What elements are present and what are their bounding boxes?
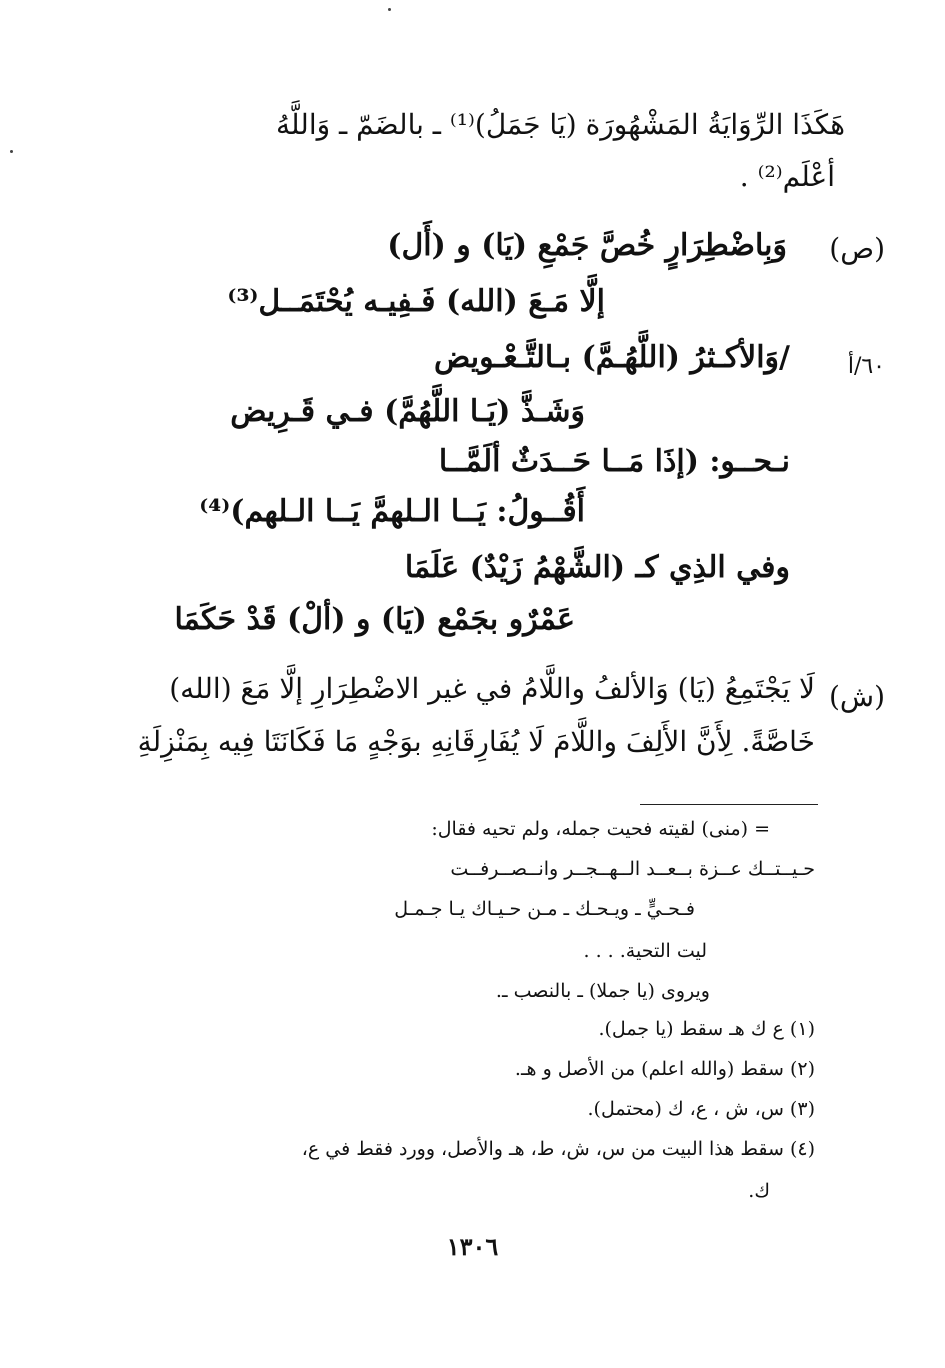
text-marker-shin: (ش) bbox=[828, 680, 885, 713]
verse-line-8: عَمْرٌو بجَمْع (يَا) و (ألْ) قَدْ حَكَمَا bbox=[174, 602, 575, 637]
footnote-4: (٤) سقط هذا البيت من س، ش، ط، هـ والأصل، وورد فقط في ع، bbox=[301, 1138, 815, 1160]
commentary-line-4: خَاصَّةً. لِأَنَّ الأَلِفَ واللَّامَ لَا يُفَارِقَانِهِ بوَجْهٍ مَا فَكَانَتَا فِيه بِمَنْزِلَةِ bbox=[137, 725, 815, 758]
footnote-2: (٢) سقط (والله اعلم) من الأصل و هـ. bbox=[514, 1058, 815, 1080]
footnote-4-continued: ك. bbox=[748, 1180, 770, 1202]
scan-speck bbox=[388, 8, 391, 11]
footnote-separator bbox=[640, 804, 818, 805]
text-marker-sad: (ص) bbox=[829, 232, 885, 265]
footnote-poem-line-2: فـحـيٍّ ـ ويـحـك ـ مـن حـيـاك يـا جـمـل bbox=[394, 898, 695, 920]
verse-line-3: /وَالأكـثرُ (اللَّهُـمَّ) بـالتَّـعْـويض bbox=[434, 340, 790, 375]
folio-marker: ٦٠/أ bbox=[847, 354, 885, 379]
verse-line-1: وَبِاضْطِرَارٍ خُصَّ جَمْعِ (يَا) و (أَل) bbox=[387, 228, 787, 263]
footnote-3: (٣) س، ش ، ع، ك (محتمل). bbox=[587, 1098, 815, 1120]
verse-line-7: وفي الذِي كـ (الشَّهْمُ زَيْدٌ) عَلَمَا bbox=[404, 550, 790, 585]
footnote-poem-line-3: ليت التحية. . . . bbox=[583, 940, 707, 962]
footnote-continuation-2: ويروى (يا جملا) ـ بالنصب ـ. bbox=[495, 980, 710, 1002]
footnote-continuation-1: = (منى) لقيته فحيت جمله، ولم تحيه فقال: bbox=[431, 818, 770, 840]
footnote-poem-line-1: حـيــتــك عــزة بــعــد الــهــجــر وانــصــرفــت bbox=[450, 858, 815, 880]
commentary-line-1: هَكَذَا الرِّوَايَةُ المَشْهُورَة (يَا جَمَلُ)⁽¹⁾ ـ بالضَمّ ـ وَاللَّهُ bbox=[276, 108, 845, 141]
verse-line-2: إلَّا مَـعَ (الله) فَـفِيـه يُحْتَمَــل⁽³⁾ bbox=[227, 284, 605, 319]
verse-line-5: نـحــو: (إذَا مَــا حَــدَثٌ ألَمَّــا bbox=[438, 444, 790, 479]
scan-speck bbox=[10, 150, 13, 153]
page-number: ١٣٠٦ bbox=[446, 1232, 499, 1261]
verse-line-4: وَشَـذَّ (يَـا اللَّهُمَّ) فـي قَـرِيض bbox=[230, 394, 585, 429]
commentary-line-3: لَا يَجْتَمِعُ (يَا) وَالألفُ واللَّامُ في غير الاضْطِرَارِ إلَّا مَعَ (الله) bbox=[169, 672, 815, 705]
verse-line-6: أَقُــولُ: يَــا الـلهمَّ يَــا الـلهم)⁽⁴⁾ bbox=[199, 494, 585, 529]
commentary-line-2: أعْلَم⁽²⁾ . bbox=[739, 160, 835, 193]
footnote-1: (١) ع ك هـ سقط (يا جمل). bbox=[598, 1018, 815, 1040]
